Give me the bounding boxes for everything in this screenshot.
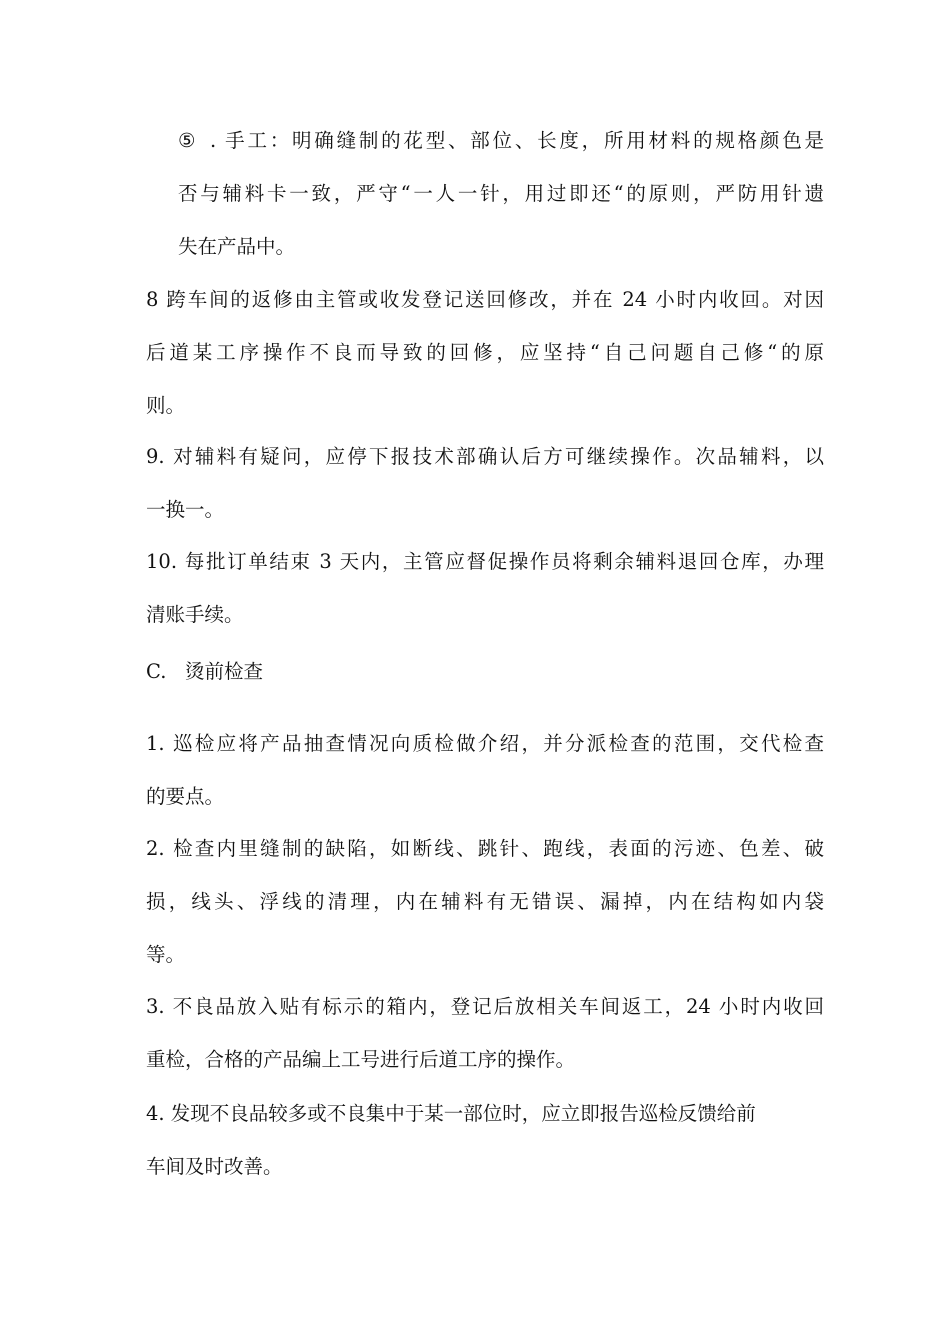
item5-line-1: . 手工：明确缝制的花型、部位、长度，所用材料的规格颜色是 [210,129,824,152]
c4-line-2: 车间及时改善。 [146,1155,283,1178]
item8-line-2: 后道某工序操作不良而导致的回修，应坚持“自己问题自己修“的原 [146,341,824,364]
c2-line-3: 等。 [146,943,186,966]
item5-line-2: 否与辅料卡一致，严守“一人一针，用过即还“的原则，严防用针遗 [178,182,824,205]
item5-marker: ⑤ [178,129,196,152]
item10-line-2: 清账手续。 [146,603,244,626]
item10-line-1: 10. 每批订单结束 3 天内，主管应督促操作员将剩余辅料退回仓库，办理 [146,550,824,573]
section-c-label: C. [146,660,167,683]
c1-line-1: 1. 巡检应将产品抽查情况向质检做介绍，并分派检查的范围，交代检查 [146,732,824,755]
c2-line-2: 损，线头、浮线的清理，内在辅料有无错误、漏掉，内在结构如内袋 [146,890,824,913]
c3-line-1: 3. 不良品放入贴有标示的箱内，登记后放相关车间返工，24 小时内收回 [146,995,824,1018]
c2-line-1: 2. 检查内里缝制的缺陷，如断线、跳针、跑线，表面的污迹、色差、破 [146,837,824,860]
c4-line-1: 4. 发现不良品较多或不良集中于某一部位时，应立即报告巡检反馈给前 [146,1102,756,1125]
c3-line-2: 重检，合格的产品编上工号进行后道工序的操作。 [146,1048,576,1071]
c1-line-2: 的要点。 [146,785,225,808]
item9-line-1: 9. 对辅料有疑问，应停下报技术部确认后方可继续操作。次品辅料，以 [146,445,824,468]
item9-line-2: 一换一。 [146,498,225,521]
item8-line-1: 8 跨车间的返修由主管或收发登记送回修改，并在 24 小时内收回。对因 [146,288,824,311]
item8-line-3: 则。 [146,394,186,417]
section-c-title: 烫前检查 [185,660,264,683]
item5-line-3: 失在产品中。 [178,235,296,258]
